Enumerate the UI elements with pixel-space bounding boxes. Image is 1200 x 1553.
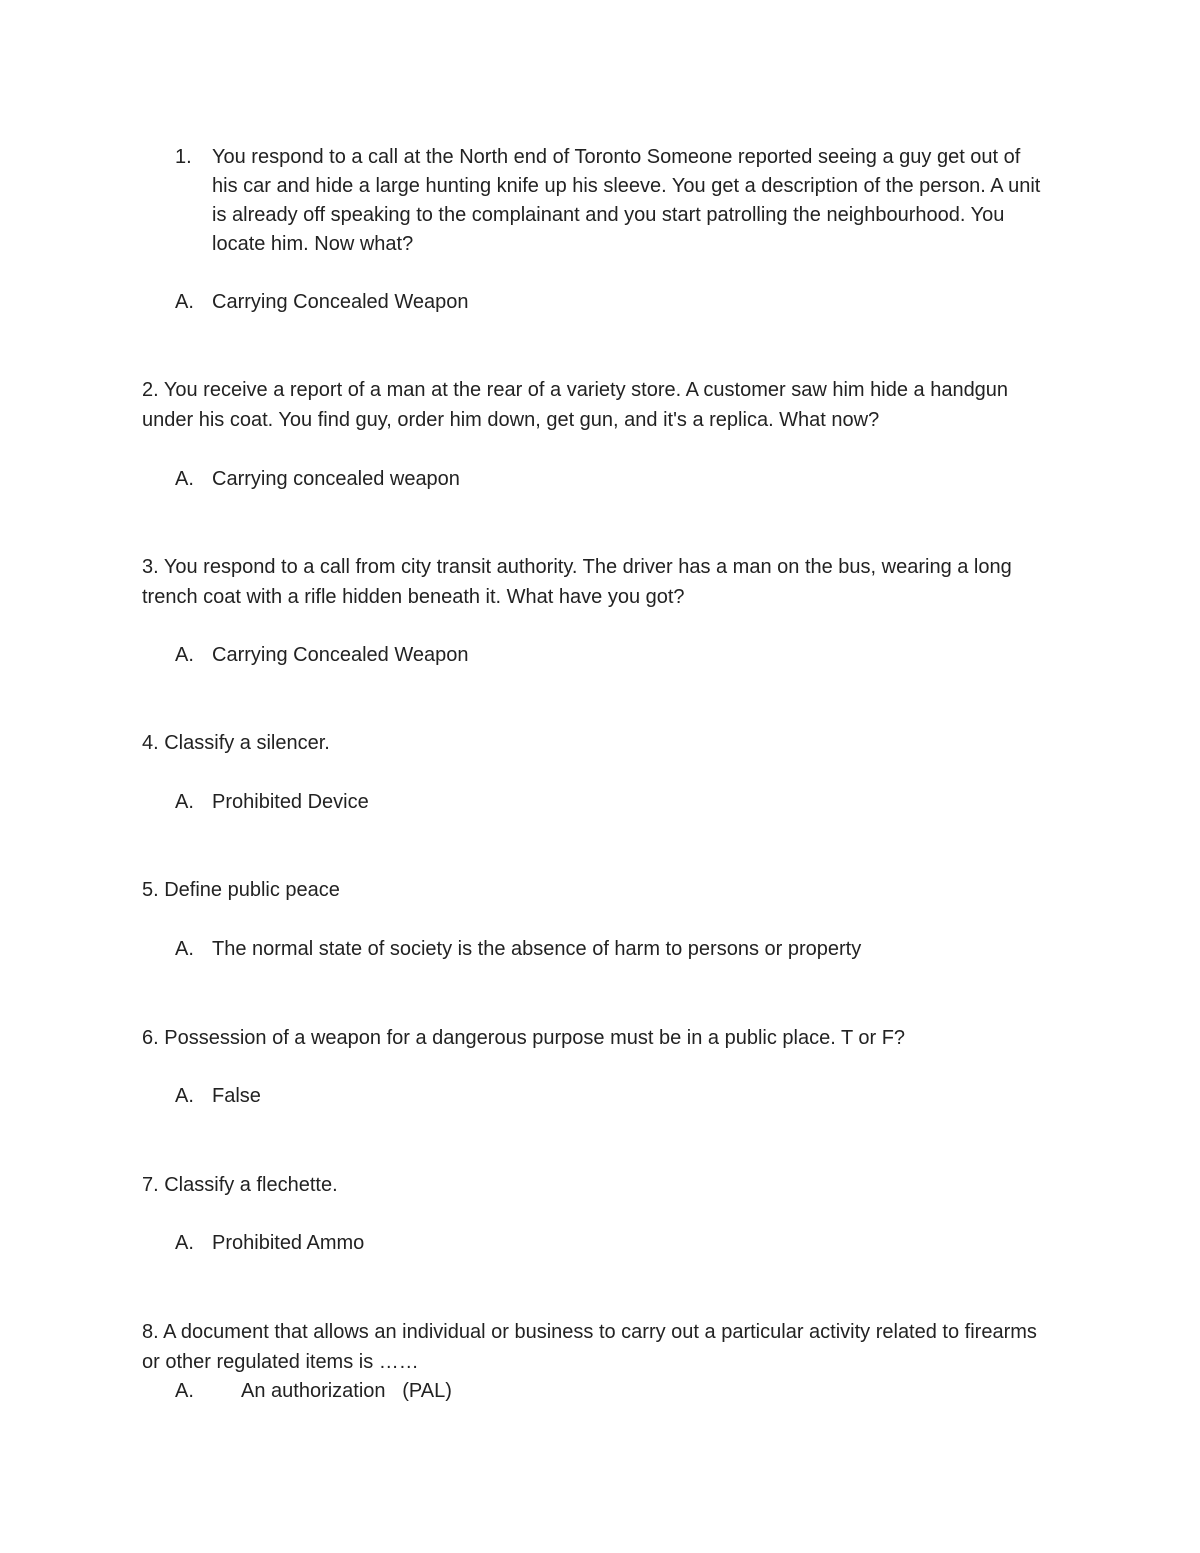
answer-1 <box>175 287 468 317</box>
answer-4 <box>175 787 369 817</box>
answer-letter: A. <box>175 291 194 313</box>
answer-5 <box>175 934 861 964</box>
answer-text: Prohibited Ammo <box>212 1232 365 1254</box>
answer-8 <box>175 1376 452 1406</box>
answer-letter: A. <box>175 791 194 813</box>
answer-text: Carrying Concealed Weapon <box>212 644 469 666</box>
answer-6 <box>175 1081 261 1111</box>
answer-text: An authorization (PAL) <box>241 1380 452 1402</box>
answer-2 <box>175 464 460 494</box>
answer-text: False <box>212 1085 261 1107</box>
question-5: 5. Define public peace <box>142 879 340 901</box>
answer-3 <box>175 640 468 670</box>
answer-letter: A. <box>175 468 194 490</box>
question-2: 2. You receive a report of a man at the rear of a variety store. A customer saw him hide a handgun under his coat. You find guy, order him down, get gun, and it's a replica. What now? <box>142 379 1009 431</box>
question-4: 4. Classify a silencer. <box>142 732 330 754</box>
question-7: 7. Classify a flechette. <box>142 1174 338 1196</box>
question-text: You respond to a call at the North end of Toronto Someone reported seeing a guy get out of his car and hide a large hunting knife up his sleeve. You get a description of the person. A unit is already off speaking to the complainant and you start patrolling the neighbourhood. You locate him. Now what? <box>212 146 1041 255</box>
answer-letter: A. <box>175 644 194 666</box>
answer-letter: A. <box>175 1232 194 1254</box>
question-6: 6. Possession of a weapon for a dangerous purpose must be in a public place. T or F? <box>142 1027 906 1049</box>
answer-letter: A. <box>175 938 194 960</box>
question-8: 8. A document that allows an individual or business to carry out a particular activity related to firearms or other regulated items is …… <box>142 1321 1037 1373</box>
answer-letter: A. <box>175 1085 194 1107</box>
question-number: 1. <box>175 146 192 168</box>
question-1 <box>175 143 1045 259</box>
question-3: 3. You respond to a call from city transit authority. The driver has a man on the bus, wearing a long trench coat with a rifle hidden beneath it. What have you got? <box>142 556 1012 608</box>
answer-text: Prohibited Device <box>212 791 369 813</box>
answer-text: Carrying concealed weapon <box>212 468 460 490</box>
answer-text: The normal state of society is the absence of harm to persons or property <box>212 938 862 960</box>
answer-letter: A. <box>175 1380 194 1402</box>
answer-7 <box>175 1228 364 1258</box>
answer-text: Carrying Concealed Weapon <box>212 291 469 313</box>
